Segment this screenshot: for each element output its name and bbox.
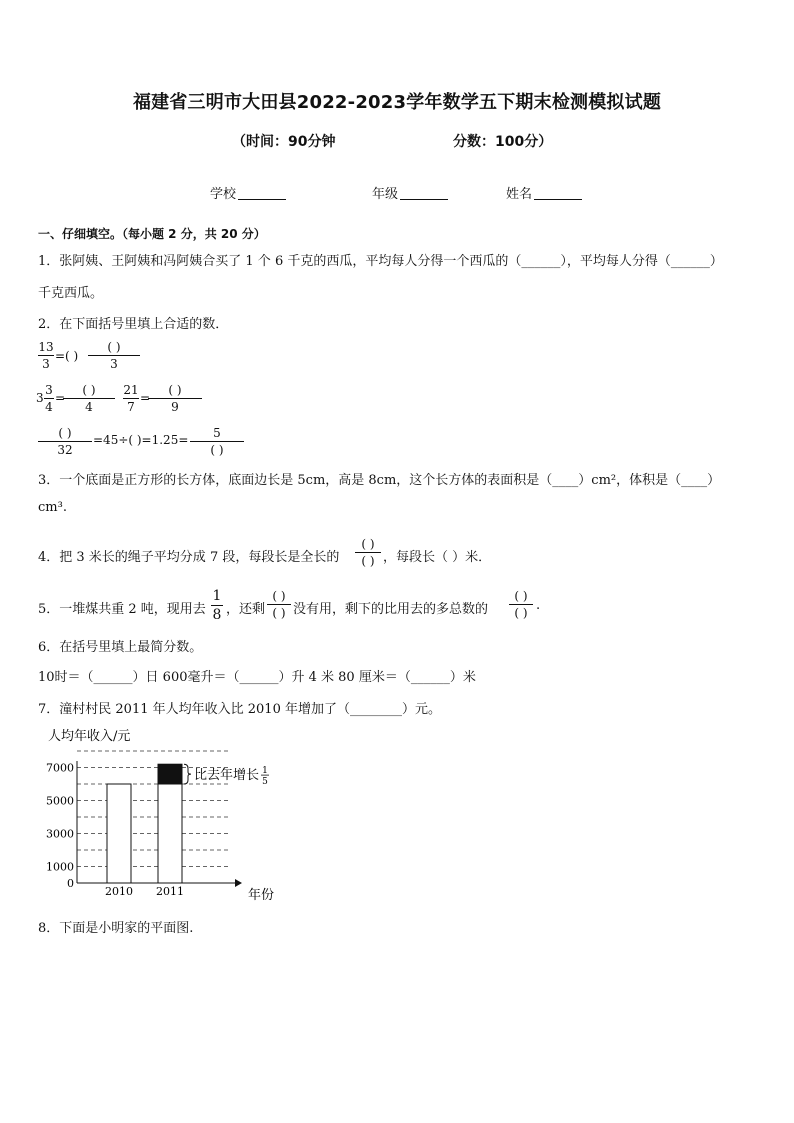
numerator: 5: [213, 426, 221, 440]
grade-label: 年级: [372, 187, 399, 202]
y-axis-label: 人均年收入/元: [48, 729, 131, 744]
q6-line: 10时＝（______）日 600毫升＝（______）升 4 米 80 厘米＝（______）米: [38, 670, 476, 685]
numerator-blank[interactable]: ( ): [107, 340, 121, 354]
denominator: 4: [85, 400, 93, 414]
q4-frac[interactable]: [355, 537, 381, 568]
y-tick-label: 7000: [46, 761, 74, 775]
q2-mid: =45÷( )=1.25=: [93, 433, 189, 447]
denominator-blank[interactable]: ( ): [272, 606, 286, 620]
grade-blank[interactable]: [400, 186, 448, 200]
q4-text: 4．把 3 米长的绳子平均分成 7 段，每段长是全长的: [38, 550, 340, 565]
q7-text: 7．潼村村民 2011 年人均年收入比 2010 年增加了（________）元。: [38, 702, 441, 717]
q2-frac-13-3: [38, 340, 54, 371]
q2-frac-21-7: [123, 383, 139, 414]
denominator: 32: [57, 443, 73, 457]
x-axis-label: 年份: [248, 888, 275, 903]
exam-time: （时间：90分钟: [232, 134, 336, 150]
denominator: 8: [212, 607, 222, 623]
numerator: 13: [38, 340, 54, 354]
denominator: 3: [110, 357, 118, 371]
q5-mid1: ，还剩: [226, 602, 266, 617]
page-title: 福建省三明市大田县2022-2023学年数学五下期末检测模拟试题: [132, 92, 662, 113]
school-blank[interactable]: [238, 186, 286, 200]
y-tick-label: 5000: [46, 794, 74, 808]
q2-frac-5-blank[interactable]: [190, 426, 244, 457]
numerator-blank[interactable]: ( ): [361, 537, 375, 551]
q1-line1: 1．张阿姨、王阿姨和冯阿姨合买了 1 个 6 千克的西瓜，平均每人分得一个西瓜的（______），平均每人分得（______）: [38, 254, 723, 269]
denominator-blank[interactable]: ( ): [361, 554, 375, 568]
annotation-frac-num: 1: [262, 766, 268, 777]
numerator: 3: [45, 383, 53, 397]
q2-frac-3-4: [44, 383, 54, 414]
q2-eq1: =( ): [55, 349, 79, 363]
denominator-blank[interactable]: ( ): [210, 443, 224, 457]
numerator: 1: [212, 588, 222, 604]
q3-line2: cm³.: [38, 500, 67, 515]
q2-eq2: =: [55, 391, 66, 405]
denominator: 4: [45, 400, 53, 414]
bar-2011: [158, 784, 182, 883]
numerator-blank[interactable]: ( ): [58, 426, 72, 440]
bar-2010: [107, 784, 131, 883]
school-label: 学校: [210, 187, 237, 202]
q2-text: 2．在下面括号里填上合适的数．: [38, 317, 229, 332]
numerator: 21: [123, 383, 139, 397]
y-tick-label: 3000: [46, 827, 74, 841]
denominator: 7: [127, 400, 135, 414]
y-tick-label: 0: [67, 877, 74, 890]
q2-frac-blank-3[interactable]: [88, 340, 140, 371]
q2-frac-blank-9[interactable]: [148, 383, 202, 414]
income-bar-chart: [30, 725, 290, 910]
q5-end: .: [536, 598, 541, 613]
annotation-text: 比去年增长: [194, 768, 260, 784]
q4-after: ，每段长（ ）米．: [383, 550, 492, 565]
y-tick-label: 1000: [46, 860, 74, 874]
bar-increase-2011: [158, 764, 182, 784]
denominator: 9: [171, 400, 179, 414]
exam-score: 分数：100分）: [453, 134, 553, 150]
q3-line1: 3．一个底面是正方形的长方体，底面边长是 5cm，高是 8cm，这个长方体的表面积是（____）cm²，体积是（____）: [38, 473, 721, 488]
q5-frac-more[interactable]: [509, 589, 533, 620]
numerator-blank[interactable]: ( ): [82, 383, 96, 397]
grade-field[interactable]: [372, 183, 448, 202]
denominator: 3: [42, 357, 50, 371]
q2-frac-blank-4[interactable]: [63, 383, 115, 414]
name-label: 姓名: [506, 187, 533, 202]
q6-text: 6．在括号里填上最简分数。: [38, 640, 203, 655]
x-tick-label: 2011: [156, 885, 184, 898]
school-field[interactable]: [210, 183, 286, 202]
numerator-blank[interactable]: ( ): [514, 589, 528, 603]
x-tick-label: 2010: [105, 885, 133, 898]
q2-whole: 3: [36, 391, 44, 405]
q5-text: 5．一堆煤共重 2 吨，现用去: [38, 602, 206, 617]
section-heading: 一、仔细填空。（每小题 2 分，共 20 分）: [38, 227, 266, 241]
q5-frac-remaining[interactable]: [267, 589, 291, 620]
numerator-blank[interactable]: ( ): [272, 589, 286, 603]
q5-frac-1-8: [211, 588, 223, 623]
denominator-blank[interactable]: ( ): [514, 606, 528, 620]
x-axis-arrow: [235, 879, 242, 887]
numerator-blank[interactable]: ( ): [168, 383, 182, 397]
q1-line2: 千克西瓜。: [38, 286, 104, 301]
q5-mid2: 没有用，剩下的比用去的多总数的: [293, 602, 489, 617]
q2-eq3: =: [140, 391, 151, 405]
name-blank[interactable]: [534, 186, 582, 200]
q8-text: 8．下面是小明家的平面图.: [38, 921, 194, 936]
annotation-frac-den: 5: [262, 777, 268, 788]
q2-frac-blank-32[interactable]: [38, 426, 92, 457]
name-field[interactable]: [506, 183, 582, 202]
